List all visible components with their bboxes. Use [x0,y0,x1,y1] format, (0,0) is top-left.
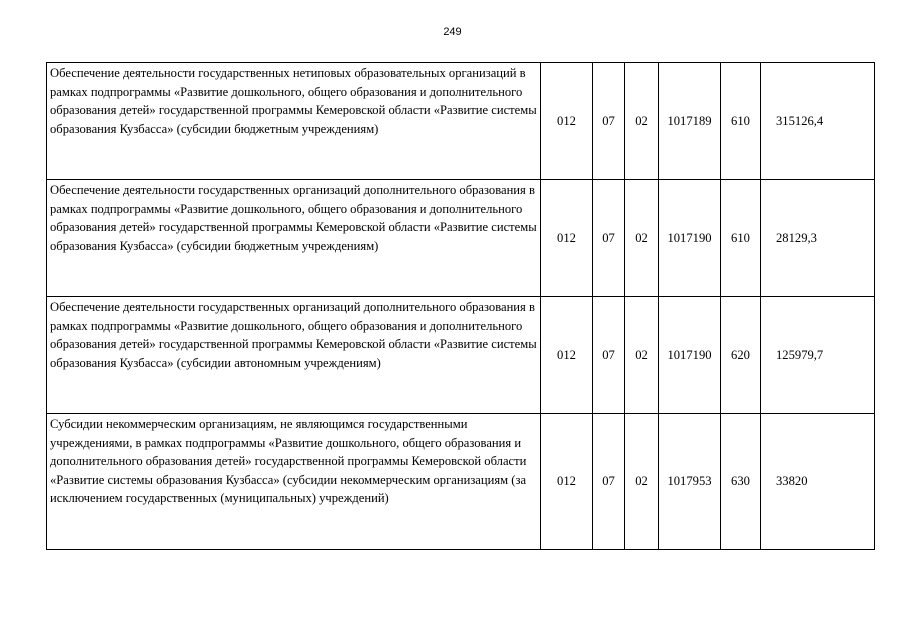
amount: 33820 [761,414,875,550]
row-description: Обеспечение деятельности государственных организаций дополнительного образования в рамках подпрограммы «Развитие дошкольного, общего образования и дополнительного образования детей» государственной программы Кемеровской области «Развитие системы образования Кузбасса» (субсидии бюджетным учреждениям) [47,180,541,297]
budget-table [46,62,875,550]
table-row [47,63,875,180]
subsection-code: 02 [625,297,659,414]
ministry-code: 012 [541,63,593,180]
table-row [47,180,875,297]
target-article-code: 1017953 [659,414,721,550]
row-description: Обеспечение деятельности государственных нетиповых образовательных организаций в рамках подпрограммы «Развитие дошкольного, общего образования и дополнительного образования детей» государственной программы Кемеровской области «Развитие системы образования Кузбасса» (субсидии бюджетным учреждениям) [47,63,541,180]
expense-type-code: 630 [721,414,761,550]
expense-type-code: 610 [721,63,761,180]
target-article-code: 1017190 [659,180,721,297]
subsection-code: 02 [625,180,659,297]
row-description: Субсидии некоммерческим организациям, не являющимся государственными учреждениями, в рамках подпрограммы «Развитие дошкольного, общего образования и дополнительного образования детей» государственной программы Кемеровской области «Развитие системы образования Кузбасса» (субсидии некоммерческим организациям (за исключением государственных (муниципальных) учреждений) [47,414,541,550]
ministry-code: 012 [541,180,593,297]
table-row [47,414,875,550]
section-code: 07 [593,63,625,180]
section-code: 07 [593,414,625,550]
amount: 125979,7 [761,297,875,414]
amount: 315126,4 [761,63,875,180]
target-article-code: 1017189 [659,63,721,180]
ministry-code: 012 [541,297,593,414]
target-article-code: 1017190 [659,297,721,414]
section-code: 07 [593,180,625,297]
page-number: 249 [443,26,462,38]
ministry-code: 012 [541,414,593,550]
expense-type-code: 610 [721,180,761,297]
amount: 28129,3 [761,180,875,297]
row-description: Обеспечение деятельности государственных организаций дополнительного образования в рамках подпрограммы «Развитие дошкольного, общего образования и дополнительного образования детей» государственной программы Кемеровской области «Развитие системы образования Кузбасса» (субсидии автономным учреждениям) [47,297,541,414]
subsection-code: 02 [625,414,659,550]
subsection-code: 02 [625,63,659,180]
section-code: 07 [593,297,625,414]
table-row [47,297,875,414]
expense-type-code: 620 [721,297,761,414]
